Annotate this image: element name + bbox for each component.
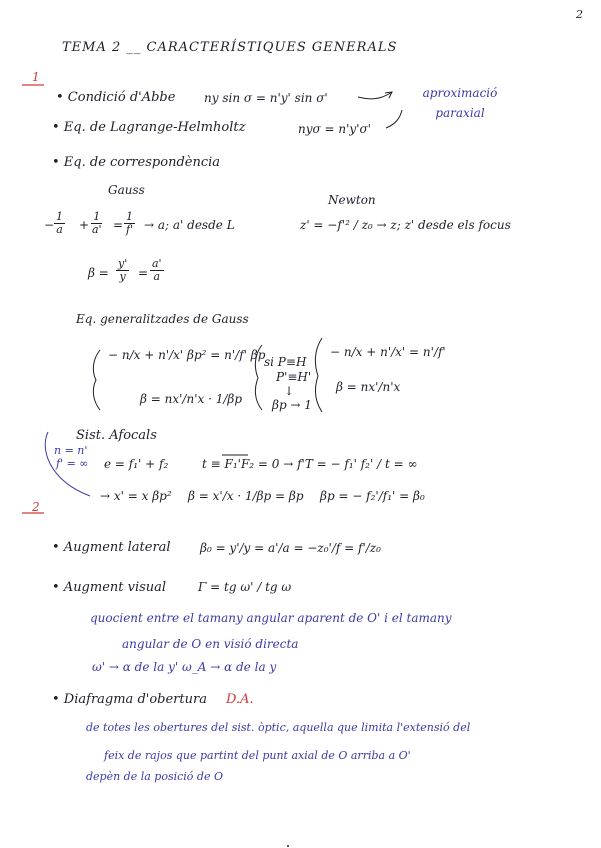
generalitzades-eq2: β = nx'/n'x · 1/βp bbox=[140, 392, 242, 406]
beta-frac-1: $\frac{y'}{y}$ bbox=[118, 257, 128, 283]
newton-heading: Newton bbox=[328, 193, 376, 207]
gauss-minus: − bbox=[44, 218, 55, 232]
augment-lateral-equation: β₀ = y'/y = a'/a = −z₀'/f = f'/z₀ bbox=[200, 541, 381, 555]
abbe-label: • Condició d'Abbe bbox=[56, 90, 176, 105]
gauss-frac-1: $\frac{1}{a}$ bbox=[56, 210, 63, 236]
afocals-eq-t: t ≡ F₁'F₂ = 0 → f'T = − f₁' f₂' / t = ∞ bbox=[202, 457, 418, 471]
result-eq2: β = nx'/n'x bbox=[336, 380, 401, 394]
beta-equals: = bbox=[138, 266, 149, 280]
gauss-frac-2: $\frac{1}{a'}$ bbox=[92, 210, 102, 236]
lagrange-equation: nyσ = n'y'σ' bbox=[298, 122, 371, 136]
diafragma-def-3: depèn de la posició de O bbox=[86, 770, 223, 783]
augment-visual-def-3: ω' → α de la y' ω_A → α de la y bbox=[92, 660, 277, 674]
paraxial-annotation: aproximació paraxial bbox=[422, 86, 498, 120]
condition-3: βp → 1 bbox=[272, 398, 312, 412]
afocals-eq-x: → x' = x βp² bbox=[100, 489, 172, 503]
augment-visual-label: • Augment visual bbox=[52, 580, 167, 595]
diafragma-def-1: de totes les obertures del sist. òptic, aquella que limita l'extensió del bbox=[86, 721, 471, 734]
gauss-frac-3: $\frac{1}{f'}$ bbox=[126, 210, 134, 236]
beta-lhs: β = bbox=[88, 266, 109, 280]
page-number: 2 bbox=[576, 8, 583, 21]
diafragma-abbr: D.A. bbox=[226, 692, 254, 707]
afocals-eq-e: e = f₁' + f₂ bbox=[104, 457, 169, 471]
generalitzades-eq1: − n/x + n'/x' βp² = n'/f' βp bbox=[108, 348, 266, 362]
newton-equation: z' = −f'² / z₀ → z; z' desde els focus bbox=[300, 218, 511, 232]
left-brace bbox=[93, 350, 100, 410]
afocals-eq-beta: β = x'/x · 1/βp = βp bbox=[188, 489, 304, 503]
lagrange-label: • Eq. de Lagrange-Helmholtz bbox=[52, 120, 246, 135]
generalitzades-heading: Eq. generalitzades de Gauss bbox=[76, 312, 249, 326]
diafragma-label: • Diafragma d'obertura bbox=[52, 692, 207, 707]
section-mark-2: 2 bbox=[32, 500, 40, 514]
section-mark-1: 1 bbox=[32, 70, 40, 84]
beta-frac-2: $\frac{a'}{a}$ bbox=[152, 257, 162, 283]
augment-visual-equation: Γ = tg ω' / tg ω bbox=[198, 580, 292, 594]
result-eq1: − n/x + n'/x' = n'/f' bbox=[330, 345, 446, 359]
afocals-eq-betap: βp = − f₂'/f₁' = β₀ bbox=[320, 489, 425, 503]
condition-1: si P≡H bbox=[264, 355, 307, 369]
gauss-result: → a; a' desde L bbox=[144, 218, 235, 232]
augment-visual-def-1: quocient entre el tamany angular aparent de O' i el tamany bbox=[90, 611, 452, 625]
abbe-equation: ny sin σ = n'y' sin σ' bbox=[204, 91, 328, 105]
condition-2: P'≡H' bbox=[276, 370, 312, 384]
augment-visual-def-2: angular de O en visió directa bbox=[122, 637, 299, 651]
gauss-plus: + bbox=[79, 218, 90, 232]
right-brace bbox=[315, 338, 322, 412]
diafragma-def-2: feix de rajos que partint del punt axial de O arriba a O' bbox=[104, 749, 411, 762]
afocals-side-1: n = n' bbox=[54, 444, 88, 457]
correspondencia-label: • Eq. de correspondència bbox=[52, 155, 221, 170]
afocals-heading: Sist. Afocals bbox=[76, 428, 157, 443]
condition-arrow: ↓ bbox=[284, 384, 295, 398]
augment-lateral-label: • Augment lateral bbox=[52, 540, 171, 555]
afocals-side-2: f' = ∞ bbox=[56, 457, 89, 470]
page-title: TEMA 2 __ CARACTERÍSTIQUES GENERALS bbox=[62, 40, 398, 55]
gauss-equals: = bbox=[113, 218, 124, 232]
gauss-heading: Gauss bbox=[108, 183, 145, 197]
